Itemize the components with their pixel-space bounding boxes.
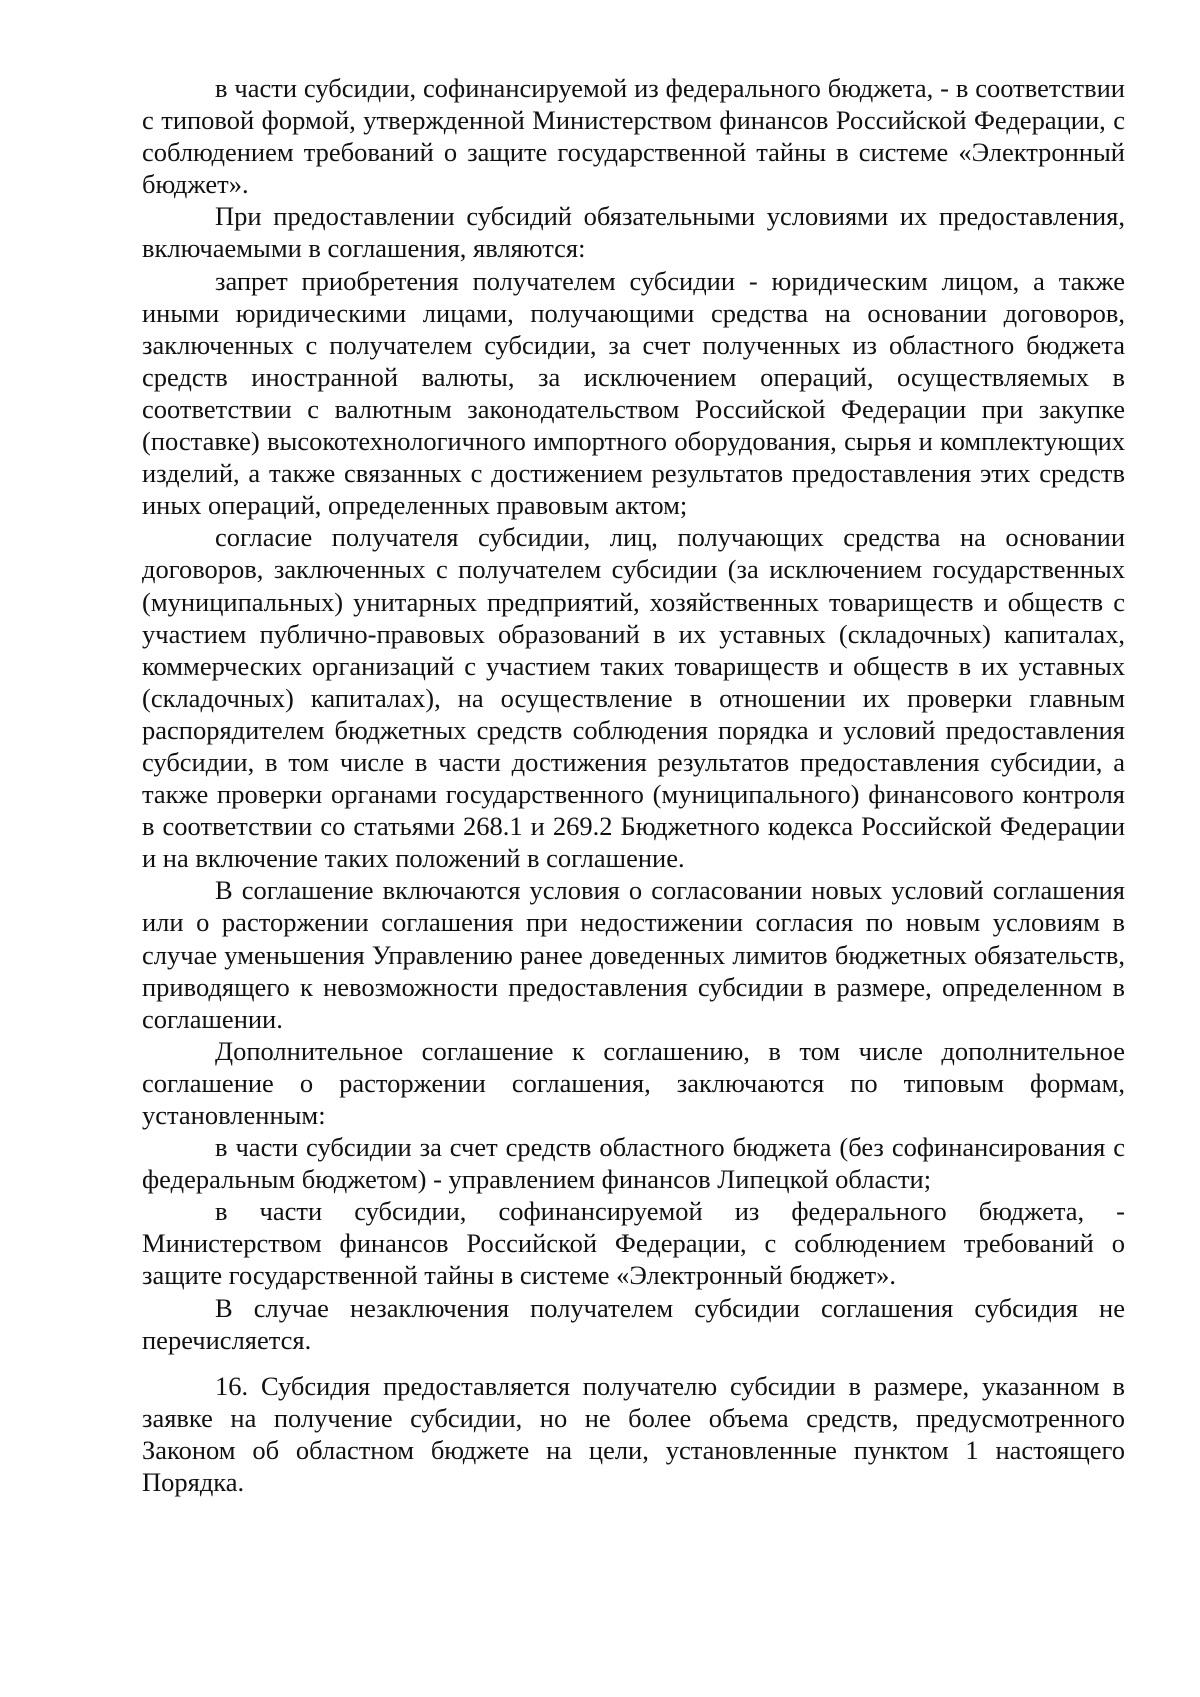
paragraph-regional-budget: в части субсидии за счет средств областного бюджета (без софинансирования с федеральным бюджетом) - управлением финансов Липецкой области; — [142, 1132, 1125, 1195]
document-page — [142, 72, 1125, 1498]
paragraph-currency-ban: запрет приобретения получателем субсидии - юридическим лицом, а также иными юридическими лицами, получающими средства на основании договоров, заключенных с получателем субсидии, за счет полученных из областного бюджета средств иностранной валюты, за исключением операций, осуществляемых в соответствии с валютным законодательством Российской Федерации при закупке (поставке) высокотехнологичного импортного оборудования, сырья и комплектующих изделий, а также связанных с достижением результатов предоставления этих средств иных операций, определенных правовым актом; — [142, 265, 1125, 521]
paragraph-additional-agreement: Дополнительное соглашение к соглашению, в том числе дополнительное соглашение о расторжении соглашения, заключаются по типовым формам, установленным: — [142, 1035, 1125, 1130]
paragraph-federal-cofinancing: в части субсидии, софинансируемой из федерального бюджета, - в соответствии с типовой формой, утвержденной Министерством финансов Российской Федерации, с соблюдением требований о защите государственной тайны в системе «Электронный бюджет». — [142, 73, 1125, 200]
paragraph-inspection-consent: согласие получателя субсидии, лиц, получающих средства на основании договоров, заключенных с получателем субсидии (за исключением государственных (муниципальных) унитарных предприятий, хозяйственных товариществ и обществ с участием публично-правовых образований в их уставных (складочных) капиталах, коммерческих организаций с участием таких товариществ и обществ в их уставных (складочных) капиталах), на осуществление в отношении их проверки главным распорядителем бюджетных средств соблюдения порядка и условий предоставления субсидии, в том числе в части достижения результатов предоставления субсидии, а также проверки органами государственного (муниципального) финансового контроля в соответствии со статьями 268.1 и 269.2 Бюджетного кодекса Российской Федерации и на включение таких положений в соглашение. — [142, 522, 1125, 874]
paragraph-no-agreement: В случае незаключения получателем субсидии соглашения субсидия не перечисляется. — [142, 1292, 1125, 1355]
paragraph-item-16: 16. Субсидия предоставляется получателю субсидии в размере, указанном в заявке на получение субсидии, но не более объема средств, предусмотренного Законом об областном бюджете на цели, установленные пунктом 1 настоящего Порядка. — [142, 1370, 1125, 1498]
paragraph-mandatory-conditions: При предоставлении субсидий обязательными условиями их предоставления, включаемыми в соглашения, являются: — [142, 201, 1125, 264]
paragraph-new-conditions: В соглашение включаются условия о согласовании новых условий соглашения или о расторжении соглашения при недостижении согласия по новым условиям в случае уменьшения Управлению ранее доведенных лимитов бюджетных обязательств, приводящего к невозможности предоставления субсидии в размере, определенном в соглашении. — [142, 875, 1125, 1034]
paragraph-federal-budget: в части субсидии, софинансируемой из федерального бюджета, - Министерством финансов Российской Федерации, с соблюдением требований о защите государственной тайны в системе «Электронный бюджет». — [142, 1196, 1125, 1291]
